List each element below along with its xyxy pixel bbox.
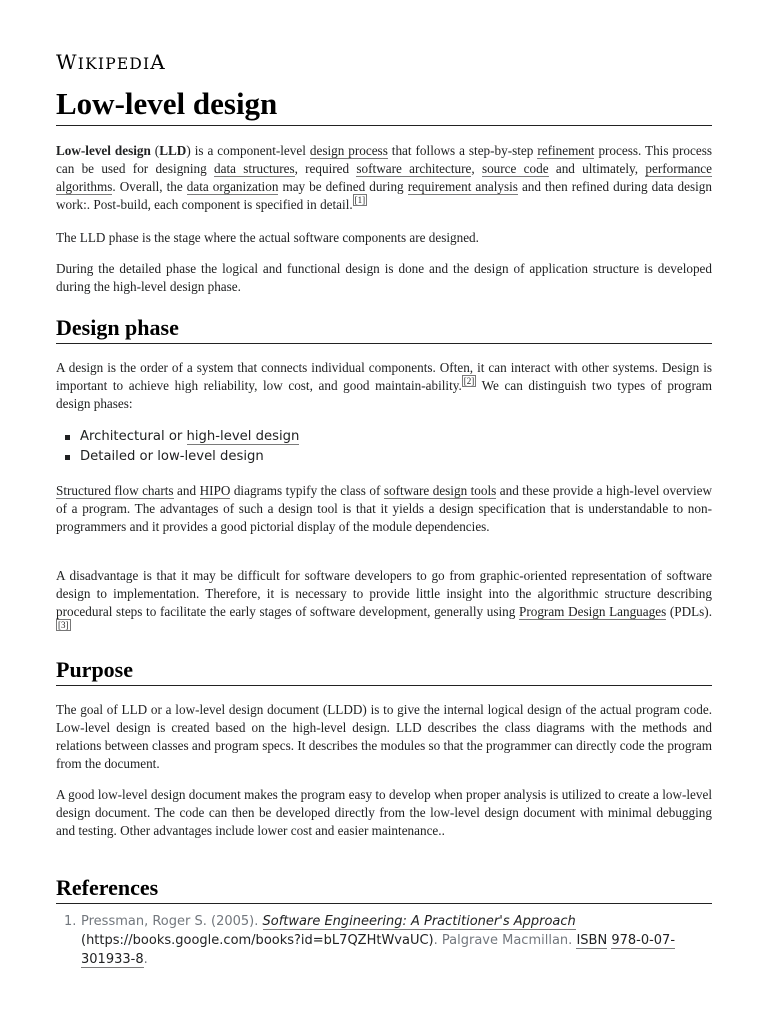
reference-url[interactable]: (https://books.google.com/books?id=bL7QZHtWvaUC): [81, 933, 434, 948]
link-high-level-design[interactable]: high-level design: [186, 429, 300, 444]
design-phase-paragraph-3: A disadvantage is that it may be difficult for software developers to go from graphic-oriented representation of software design to implementation. Therefore, it is necessary to provide little insight into the algorithmic structure describing procedural steps to facilitate the early stages of software development, generally using Program Design Languages (PDLs).[3]: [56, 568, 712, 630]
link-algorithms[interactable]: algorithms: [56, 179, 113, 194]
design-phase-list: [56, 427, 299, 467]
link-software-architecture[interactable]: software architecture: [356, 161, 472, 176]
heading-references: References: [56, 873, 712, 904]
heading-design-phase: Design phase: [56, 313, 712, 344]
link-refinement[interactable]: refinement: [537, 143, 595, 158]
link-source-code[interactable]: source code: [481, 161, 549, 176]
link-data-organization[interactable]: data organization: [186, 179, 279, 194]
intro-paragraph-1: Low-level design (LLD) is a component-level design process that follows a step-by-step refinement process. This process can be used for designing data structures, required software architecture, source code and ultimately, performance algorithms. Overall, the data organization may be defined during requirement analysis and then refined during data design work:. Post-build, each component is specified in detail. [1]: [56, 143, 713, 212]
list-item: Detailed or low-level design: [56, 447, 299, 467]
link-isbn[interactable]: ISBN: [576, 933, 608, 948]
link-program-design-languages[interactable]: Program Design Languages: [519, 604, 667, 619]
isbn-value-link[interactable]: 978-0-07-301933-8: [81, 933, 676, 967]
design-phase-paragraph-2: Structured flow charts and HIPO diagrams typify the class of software design tools and these provide a high-level overview of a program. The advantages of such a design tool is that it yields a design specification that is understandable to non-programmers and it provides a good pictorial display of the module dependencies.: [56, 483, 713, 534]
citation-2[interactable]: [2]: [463, 376, 475, 386]
bullet-icon: [65, 435, 70, 440]
term-lld-abbr: LLD: [159, 143, 187, 158]
heading-purpose: Purpose: [56, 655, 712, 686]
bullet-icon: [65, 455, 70, 460]
intro-paragraph-3: During the detailed phase the logical and functional design is done and the design of application structure is developed during the high-level design phase.: [56, 261, 712, 294]
link-performance[interactable]: performance: [645, 161, 713, 176]
design-phase-paragraph-1: A design is the order of a system that connects individual components. Often, it can interact with other systems. Design is important to achieve high reliability, low cost, and good maintain-ability. [2] We can distinguish two types of program design phases:: [56, 360, 712, 411]
link-structured-flow-charts[interactable]: Structured flow charts: [56, 483, 174, 498]
link-hipo[interactable]: HIPO: [199, 483, 231, 498]
link-design-process[interactable]: design process: [309, 143, 388, 158]
link-software-design-tools[interactable]: software design tools: [383, 483, 497, 498]
citation-1[interactable]: [1]: [354, 195, 366, 205]
wikipedia-logo[interactable]: WIKIPEDIA: [56, 50, 166, 74]
term-lld: Low-level design: [56, 143, 151, 158]
purpose-paragraph-2: A good low-level design document makes the program easy to develop when proper analysis is utilized to create a low-level design document. The code can then be developed directly from the low-level design document with minimal debugging and testing. Other advantages include lower cost and easier maintenance..: [56, 787, 712, 838]
list-item: Architectural or high-level design: [56, 427, 299, 447]
link-data-structures[interactable]: data structures: [214, 161, 295, 176]
link-requirement-analysis[interactable]: requirement analysis: [407, 179, 518, 194]
reference-number: 1.: [64, 914, 77, 929]
reference-item: Pressman, Roger S. (2005). Software Engineering: A Practitioner's Approach (https://books.google.com/books?id=bL7QZHtWvaUC). Palgrave Macmillan. ISBN 978-0-07-301933-8.: [81, 914, 676, 967]
purpose-paragraph-1: The goal of LLD or a low-level design document (LLDD) is to give the internal logical design of the actual program code. Low-level design is created based on the high-level design. LLD describes the class diagrams with the methods and relations between classes and program specs. It describes the modules so that the programmer can directly code the program from the document.: [56, 702, 712, 771]
citation-3[interactable]: [3]: [58, 620, 69, 630]
page-title: Low-level design: [56, 84, 712, 126]
intro-paragraph-2: The LLD phase is the stage where the actual software components are designed.: [56, 230, 479, 245]
reference-title-link[interactable]: Software Engineering: A Practitioner's Approach: [262, 914, 576, 929]
